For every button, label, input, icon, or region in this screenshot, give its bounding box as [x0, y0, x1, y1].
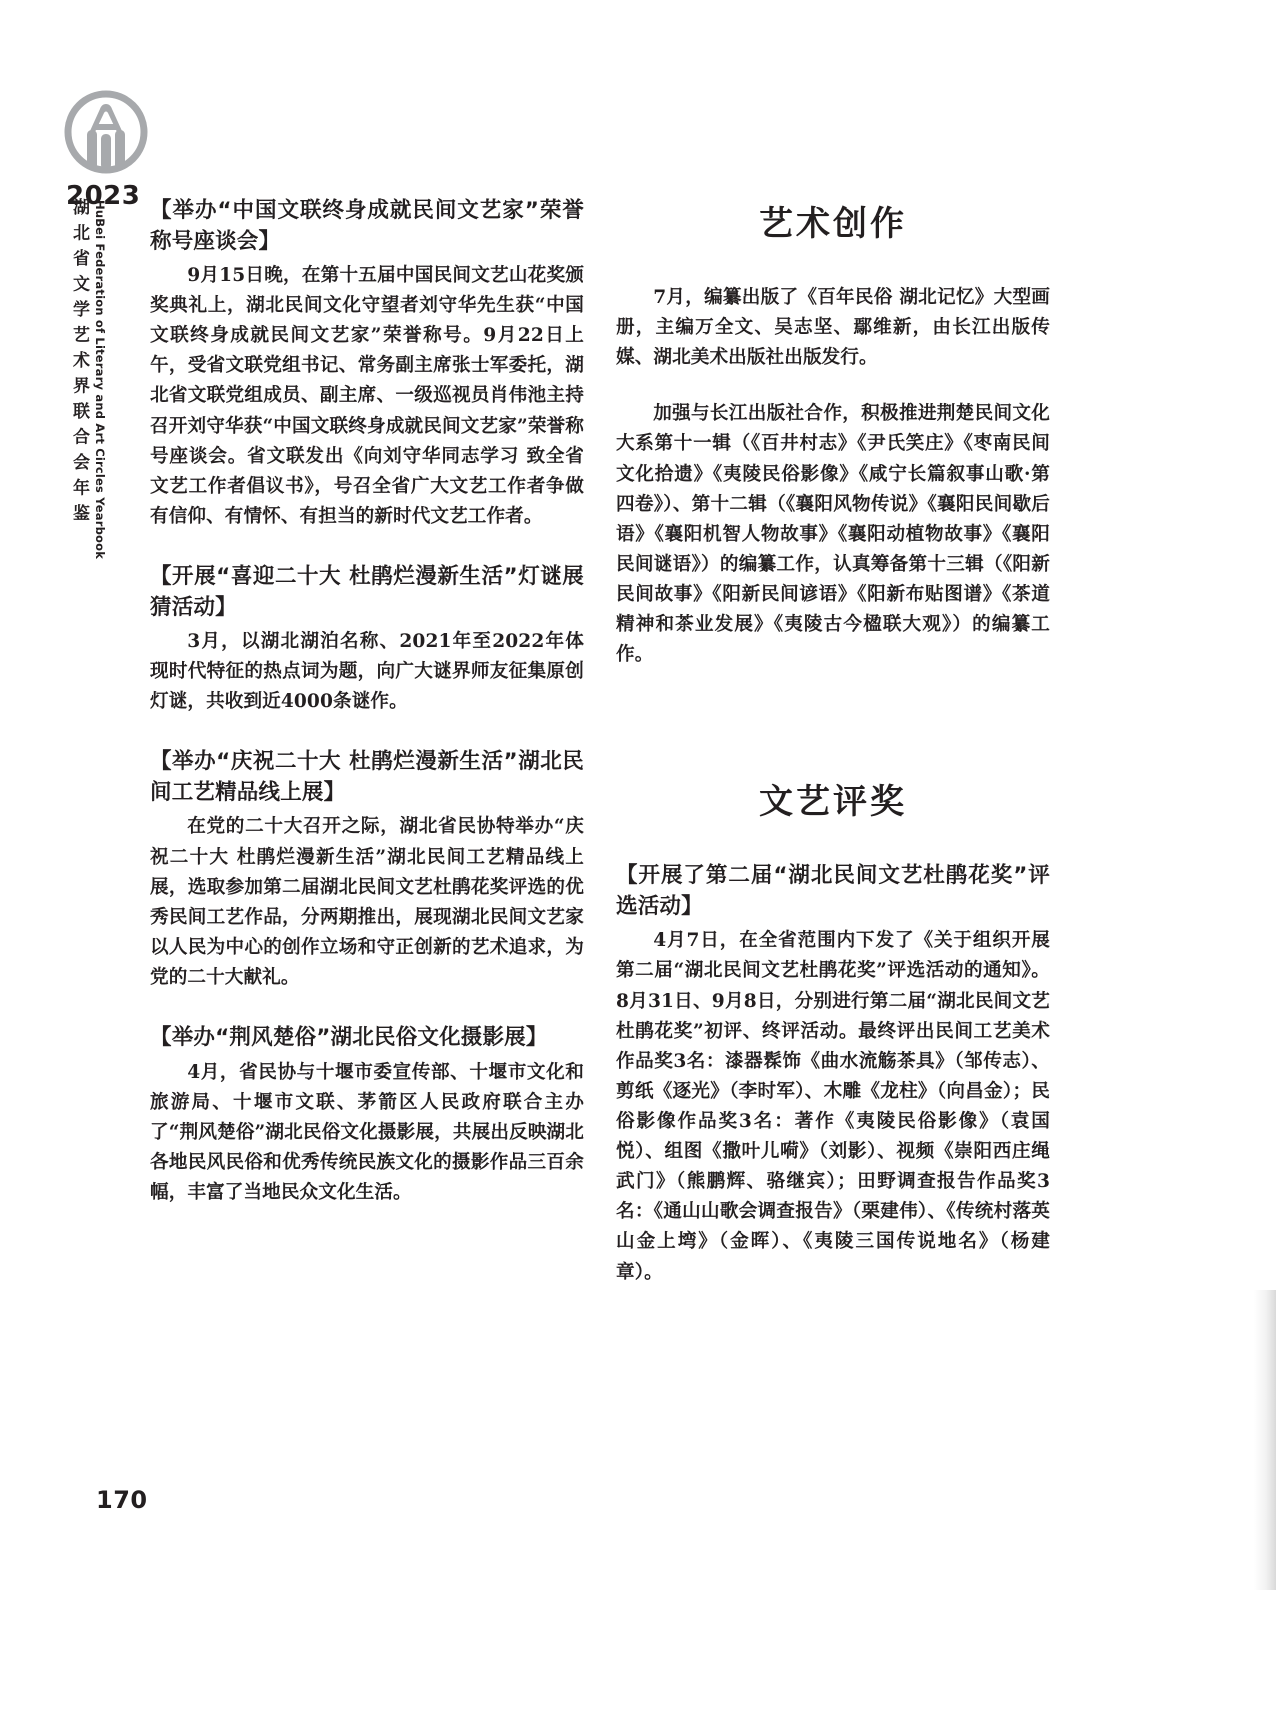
entry-heading: 【举办“荆风楚俗”湖北民俗文化摄影展】	[150, 1025, 548, 1051]
sidebar-vertical-title	[70, 198, 152, 588]
entry-heading: 【举办“庆祝二十大 杜鹃烂漫新生活”湖北民间工艺精品线上展】	[150, 749, 584, 805]
section-paragraph: 7月，编纂出版了《百年民俗 湖北记忆》大型画册，主编万全文、吴志坚、鄢维新，由长江出版传媒、湖北美术出版社出版发行。	[616, 287, 1050, 369]
section-title-art-creation: 艺术创作	[759, 204, 907, 244]
entry-heading: 【举办“中国文联终身成就民间文艺家”荣誉称号座谈会】	[150, 198, 584, 254]
entry-block	[150, 196, 584, 532]
entry-paragraph: 4月7日，在全省范围内下发了《关于组织开展第二届“湖北民间文艺杜鹃花奖”评选活动的通知》。8月31日、9月8日，分别进行第二届“湖北民间文艺杜鹃花奖”初评、终评活动。最终评出民间工艺美术作品奖3名：漆器髹饰《曲水流觞茶具》（邹传志）、剪纸《逐光》（李时军）、木雕《龙柱》（向昌金）；民俗影像作品奖3名：著作《夷陵民俗影像》（袁国悦）、组图《撒叶儿嗬》（刘影）、视频《崇阳西庄绳武门》（熊鹏辉、骆继宾）；田野调查报告作品奖3名：《通山山歌会调查报告》（栗建伟）、《传统村落英山金上塆》（金晖）、《夷陵三国传说地名》（杨建章）。	[616, 930, 1050, 1283]
entry-heading: 【开展了第二届“湖北民间文艺杜鹃花奖”评选活动】	[616, 863, 1050, 919]
left-text-column	[150, 196, 584, 1208]
sidebar-title-en: HuBei Federation of Literary and Art Circles Yearbook	[93, 200, 107, 560]
page-edge-shadow	[1254, 1290, 1276, 1590]
entry-block	[150, 1023, 584, 1208]
entry-paragraph: 9月15日晚，在第十五届中国民间文艺山花奖颁奖典礼上，湖北民间文化守望者刘守华先生获“中国文联终身成就民间文艺家”荣誉称号。9月22日上午，受省文联党组书记、常务副主席张士军委托，湖北省文联党组成员、副主席、一级巡视员肖伟池主持召开刘守华获“中国文联终身成就民间文艺家”荣誉称号座谈会。省文联发出《向刘守华同志学习 致全省文艺工作者倡议书》，号召全省广大文艺工作者争做有信仰、有情怀、有担当的新时代文艺工作者。	[150, 265, 584, 527]
right-text-column	[616, 196, 1050, 1288]
section-body	[616, 283, 1050, 670]
section-paragraph: 加强与长江出版社合作，积极推进荆楚民间文化大系第十一辑（《百井村志》《尹氏笑庄》《枣南民间文化拾遗》《夷陵民俗影像》《咸宁长篇叙事山歌·第四卷》）、第十二辑（《襄阳风物传说》《襄阳民间歇后语》《襄阳机智人物故事》《襄阳动植物故事》《襄阳民间谜语》）的编纂工作，认真筹备第十三辑（《阳新民间故事》《阳新民间谚语》《阳新布贴图谱》《茶道精神和茶业发展》《夷陵古今楹联大观》）的编纂工作。	[616, 403, 1050, 666]
entry-block	[150, 747, 584, 993]
entry-block	[616, 861, 1050, 1287]
entry-paragraph: 3月，以湖北湖泊名称、2021年至2022年体现时代特征的热点词为题，向广大谜界师友征集原创灯谜，共收到近4000条谜作。	[150, 631, 584, 713]
section-title-art-awards: 文艺评奖	[759, 782, 907, 823]
yearbook-year: 2023	[66, 181, 141, 211]
page-number: 170	[96, 1486, 148, 1514]
entry-paragraph: 在党的二十大召开之际，湖北省民协特举办“庆祝二十大 杜鹃烂漫新生活”湖北民间工艺精品线上展，选取参加第二届湖北民间文艺杜鹃花奖评选的优秀民间工艺作品，分两期推出，展现湖北民间文艺家以人民为中心的创作立场和守正创新的艺术追求，为党的二十大献礼。	[150, 816, 584, 988]
sidebar-title-cn: 湖北省文学艺术界联合会年鉴	[69, 198, 89, 530]
entry-heading: 【开展“喜迎二十大 杜鹃烂漫新生活”灯谜展猜活动】	[150, 564, 584, 620]
entry-paragraph: 4月，省民协与十堰市委宣传部、十堰市文化和旅游局、十堰市文联、茅箭区人民政府联合主办了“荆风楚俗”湖北民俗文化摄影展，共展出反映湖北各地民风民俗和优秀传统民族文化的摄影作品三百余幅，丰富了当地民众文化生活。	[150, 1061, 584, 1204]
sidebar-masthead	[62, 88, 152, 588]
yearbook-emblem-icon	[62, 88, 150, 211]
entry-block	[150, 562, 584, 717]
